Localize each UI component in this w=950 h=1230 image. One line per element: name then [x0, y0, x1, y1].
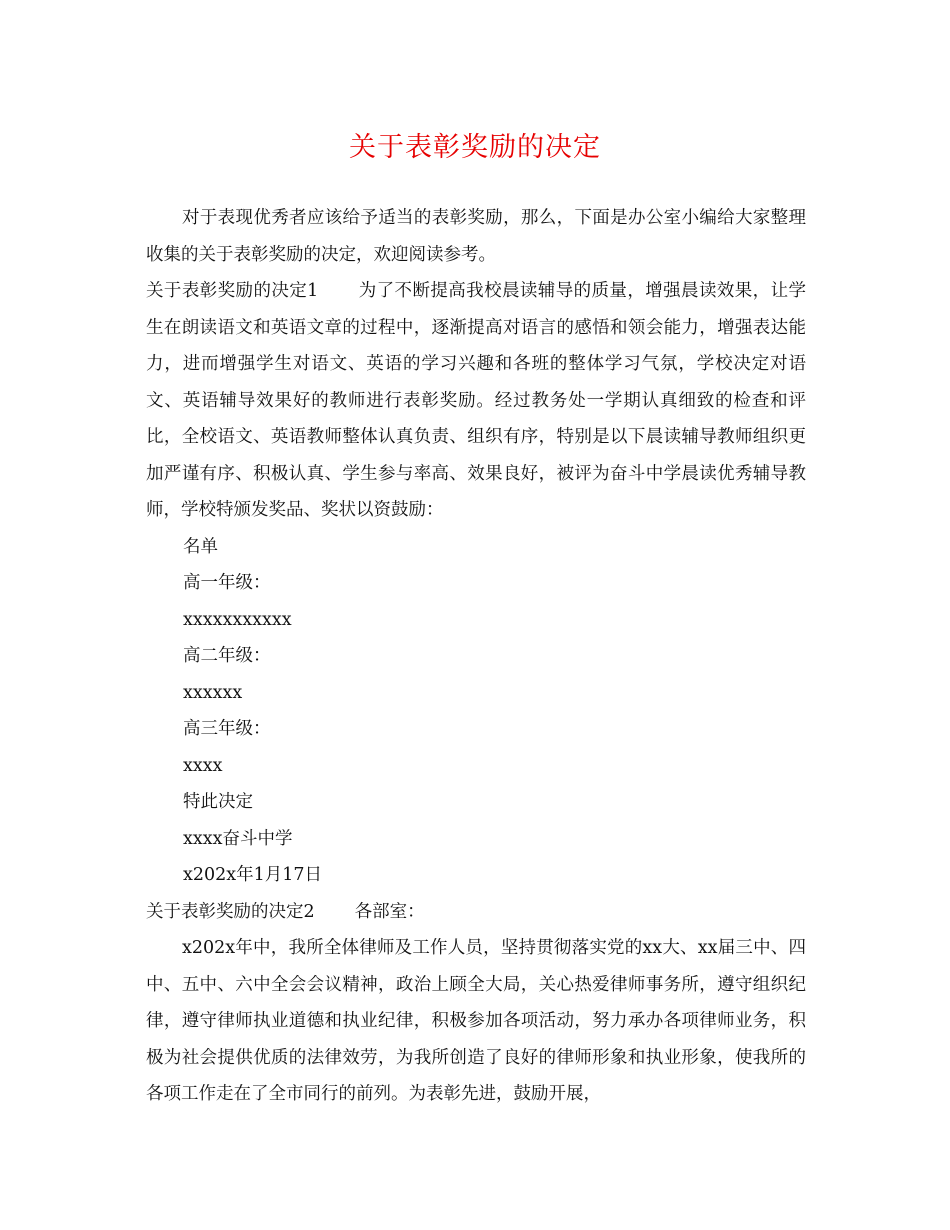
section2-heading: 关于表彰奖励的决定2 [146, 901, 315, 922]
grade3-names: xxxx [183, 755, 223, 776]
closing-line: 特此决定 [183, 792, 253, 812]
document-title: 关于表彰奖励的决定 [349, 132, 601, 163]
section2-paragraph: x202x年中，我所全体律师及工作人员，坚持贯彻落实党的xx大、xx届三中、四中、五中、六中全会会议精神，政治上顾全大局，关心热爱律师事务所，遵守组织纪律，遵守律师执业道德和执业纪律，积极参加各项活动，努力承办各项律师业务，积极为社会提供优质的法律效劳，为我所创造了良好的律师形象和执业形象，使我所的各项工作走在了全市同行的前列。为表彰先进，鼓励开展， [146, 938, 806, 1104]
intro-paragraph: 对于表现优秀者应该给予适当的表彰奖励，那么，下面是办公室小编给大家整理收集的关于表彰奖励的决定，欢迎阅读参考。 [146, 208, 806, 265]
section2-salutation: 各部室： [354, 901, 425, 922]
grade1-names: xxxxxxxxxxx [183, 609, 292, 630]
section2-heading-line [146, 894, 806, 931]
signature-line: xxxx奋斗中学 [183, 828, 293, 849]
date-line: x202x年1月17日 [183, 865, 323, 885]
section1-heading: 关于表彰奖励的决定1 [146, 281, 319, 301]
grade3-label: 高三年级： [183, 719, 271, 739]
grade2-names: xxxxxx [183, 682, 243, 703]
grade2-label: 高二年级： [183, 646, 271, 666]
document-body [146, 200, 806, 1113]
section1-paragraph [146, 273, 806, 529]
grade1-label: 高一年级： [183, 573, 271, 593]
section1-body: 为了不断提高我校晨读辅导的质量，增强晨读效果，让学生在朗读语文和英语文章的过程中，逐渐提高对语言的感悟和领会能力，增强表达能力，进而增强学生对语文、英语的学习兴趣和各班的整体学习气氛，学校决定对语文、英语辅导效果好的教师进行表彰奖励。经过教务处一学期认真细致的检查和评比，全校语文、英语教师整体认真负责、组织有序，特别是以下晨读辅导教师组织更加严谨有序、积极认真、学生参与率高、效果良好，被评为奋斗中学晨读优秀辅导教师，学校特颁发奖品、奖状以资鼓励： [146, 281, 807, 520]
list-title: 名单 [183, 536, 218, 557]
